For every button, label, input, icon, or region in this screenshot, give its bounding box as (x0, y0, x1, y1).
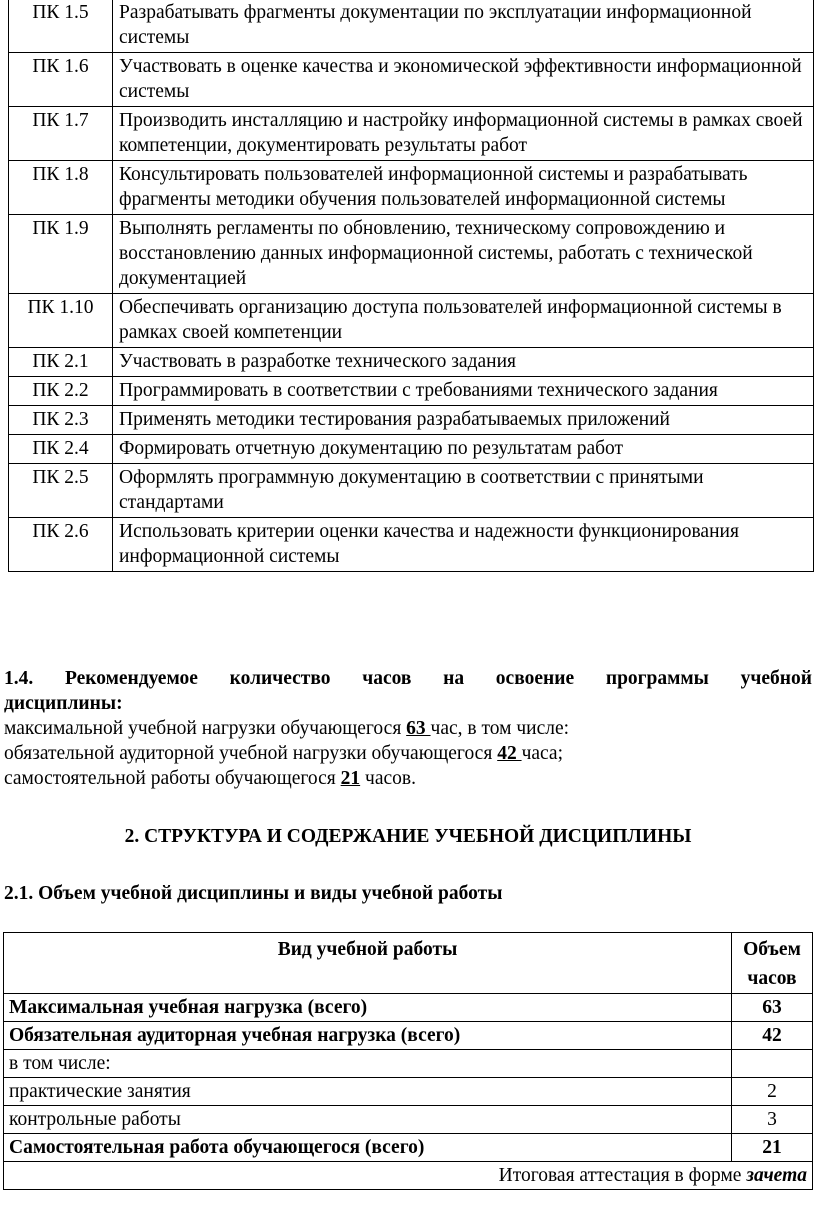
section-1-4-heading: 1.4. Рекомендуемое количество часов на освоение программы учебной (4, 668, 812, 689)
table-row (9, 377, 814, 406)
mandatory-load-line: обязательной аудиторной учебной нагрузки обучающегося 42 часа; (4, 743, 563, 764)
table-row (9, 406, 814, 435)
table-row (4, 1050, 813, 1078)
attestation-form: зачета (746, 1165, 807, 1186)
table-row (9, 435, 814, 464)
competency-text: Производить инсталляцию и настройку информационной системы в рамках своей компетенции, документировать результаты работ (113, 107, 814, 161)
max-load-line: максимальной учебной нагрузки обучающегося 63 час, в том числе: (4, 718, 570, 739)
column-header-hours: Объем часов (732, 933, 813, 994)
competency-text: Применять методики тестирования разрабатываемых приложений (113, 406, 814, 435)
hours-value: 63 (732, 994, 813, 1022)
table-row (4, 1022, 813, 1050)
table-row (9, 0, 814, 53)
hours-table (3, 932, 813, 1190)
hours-value: 2 (732, 1078, 813, 1106)
max-load-value: 63 (406, 718, 431, 739)
competencies-table (8, 0, 814, 572)
competency-code: ПК 2.4 (9, 435, 113, 464)
table-row (9, 294, 814, 348)
competency-text: Формировать отчетную документацию по результатам работ (113, 435, 814, 464)
table-row (9, 348, 814, 377)
self-work-value: 21 (340, 768, 361, 789)
work-type: практические занятия (4, 1078, 732, 1106)
competency-code: ПК 2.2 (9, 377, 113, 406)
competency-code: ПК 2.1 (9, 348, 113, 377)
table-row (4, 1078, 813, 1106)
section-2-1-title: 2.1. Объем учебной дисциплины и виды учебной работы (4, 883, 503, 904)
competency-code: ПК 1.9 (9, 215, 113, 294)
competency-text: Программировать в соответствии с требованиями технического задания (113, 377, 814, 406)
competency-text: Консультировать пользователей информационной системы и разрабатывать фрагменты методики обучения пользователей информационной системы (113, 161, 814, 215)
table-row (9, 53, 814, 107)
competency-text: Обеспечивать организацию доступа пользователей информационной системы в рамках своей компетенции (113, 294, 814, 348)
column-header-type: Вид учебной работы (4, 933, 732, 994)
competency-code: ПК 2.5 (9, 464, 113, 518)
work-type: контрольные работы (4, 1106, 732, 1134)
mandatory-load-value: 42 (497, 743, 522, 764)
hours-value: 42 (732, 1022, 813, 1050)
competency-text: Выполнять регламенты по обновлению, техническому сопровождению и восстановлению данных информационной системы, работать с технической документацией (113, 215, 814, 294)
final-attestation: Итоговая аттестация в форме зачета (4, 1162, 813, 1190)
table-row (9, 464, 814, 518)
table-row (4, 1106, 813, 1134)
table-row (9, 107, 814, 161)
competency-text: Участвовать в разработке технического задания (113, 348, 814, 377)
work-type: Обязательная аудиторная учебная нагрузка (всего) (4, 1022, 732, 1050)
table-row (9, 518, 814, 572)
table-row (4, 994, 813, 1022)
competency-code: ПК 1.6 (9, 53, 113, 107)
hours-value (732, 1050, 813, 1078)
competency-code: ПК 1.7 (9, 107, 113, 161)
table-row (4, 1134, 813, 1162)
hours-value: 21 (732, 1134, 813, 1162)
table-row (9, 161, 814, 215)
competency-code: ПК 1.5 (9, 0, 113, 53)
competency-code: ПК 1.10 (9, 294, 113, 348)
hours-table-header (4, 933, 813, 994)
work-type: Самостоятельная работа обучающегося (всего) (4, 1134, 732, 1162)
competency-code: ПК 2.3 (9, 406, 113, 435)
competency-text: Использовать критерии оценки качества и надежности функционирования информационной системы (113, 518, 814, 572)
section-1-4-heading-cont: дисциплины: (4, 693, 123, 714)
section-1-4 (4, 666, 812, 791)
work-type: в том числе: (4, 1050, 732, 1078)
final-attestation-row (4, 1162, 813, 1190)
competency-text: Оформлять программную документацию в соответствии с принятыми стандартами (113, 464, 814, 518)
competency-code: ПК 2.6 (9, 518, 113, 572)
work-type: Максимальная учебная нагрузка (всего) (4, 994, 732, 1022)
section-2-title: 2. СТРУКТУРА И СОДЕРЖАНИЕ УЧЕБНОЙ ДИСЦИПЛИНЫ (124, 826, 692, 847)
competency-text: Разрабатывать фрагменты документации по эксплуатации информационной системы (113, 0, 814, 53)
competency-code: ПК 1.8 (9, 161, 113, 215)
hours-value: 3 (732, 1106, 813, 1134)
table-row (9, 215, 814, 294)
competency-text: Участвовать в оценке качества и экономической эффективности информационной системы (113, 53, 814, 107)
self-work-line: самостоятельной работы обучающегося 21 часов. (4, 768, 416, 789)
